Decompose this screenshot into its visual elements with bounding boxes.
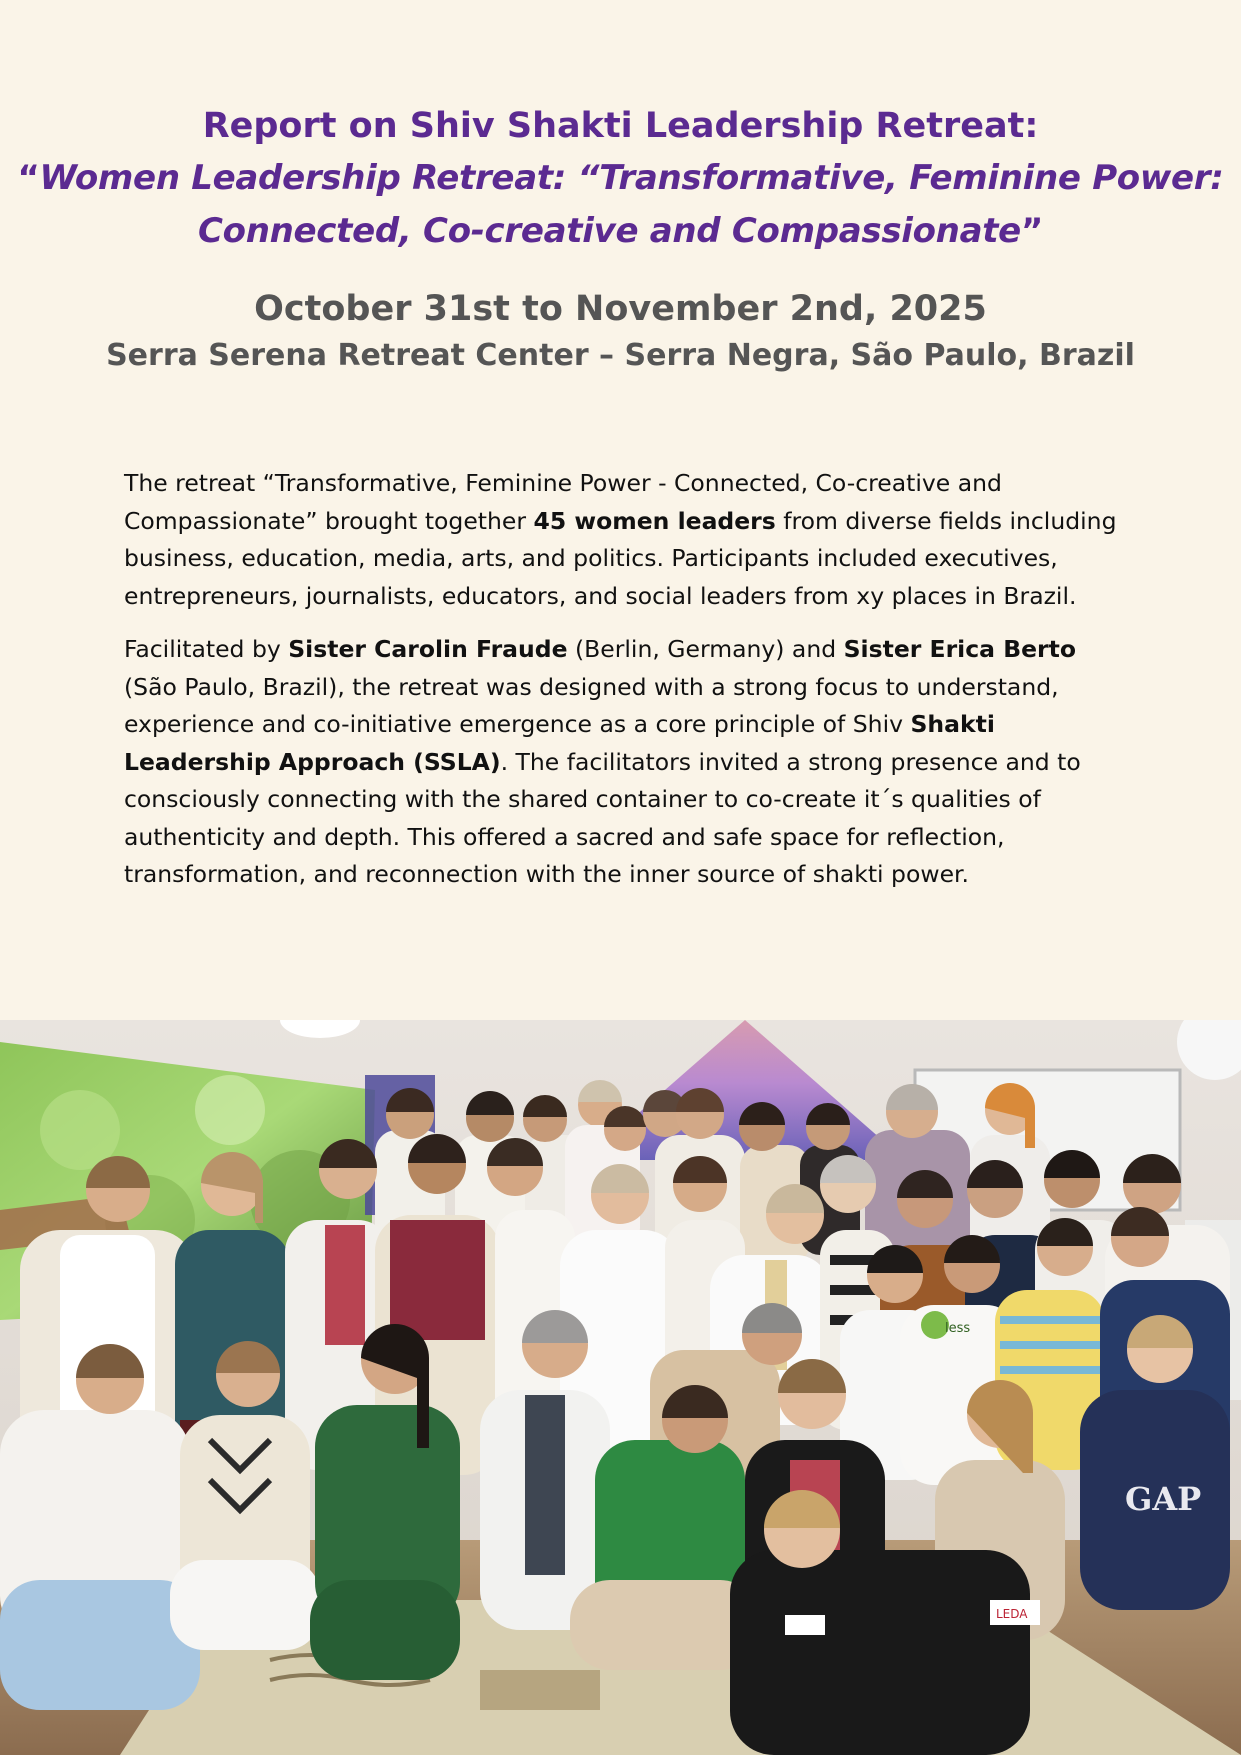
report-body bbox=[124, 465, 1124, 910]
approach-name: Shakti Leadership Approach (SSLA) bbox=[124, 710, 995, 776]
report-title: Report on Shiv Shakti Leadership Retreat: bbox=[202, 106, 1039, 146]
retreat-venue: Serra Serena Retreat Center – Serra Negra, São Paulo, Brazil bbox=[106, 338, 1135, 373]
subtitle-open-quote: “ bbox=[17, 158, 40, 198]
report-header bbox=[0, 100, 1241, 378]
retreat-subtitle-continued bbox=[0, 205, 1241, 258]
intro-text-2: from diverse fields including business, education, media, arts, and politics. Participants included executives, entrepreneurs, journalists, educators, and social leaders from xy places in Brazil. bbox=[124, 506, 1117, 610]
participant-count: 45 women leaders bbox=[533, 506, 776, 535]
subtitle-close-quote: ” bbox=[1020, 211, 1043, 251]
retreat-dates: October 31st to November 2nd, 2025 bbox=[254, 289, 987, 329]
subtitle-line-2: Connected, Co-creative and Compassionate bbox=[198, 211, 1021, 251]
facilitator-2-name: Sister Erica Berto bbox=[843, 635, 1077, 663]
facilitators-paragraph bbox=[124, 631, 1124, 894]
facilitators-text-2: (Berlin, Germany) and bbox=[567, 635, 844, 663]
subtitle-line-1: Women Leadership Retreat: “Transformative, Feminine Power: bbox=[39, 158, 1224, 198]
intro-text-1: The retreat “Transformative, Feminine Power - Connected, Co-creative and Compassionate” brought together bbox=[124, 469, 1002, 535]
intro-paragraph bbox=[124, 465, 1124, 615]
facilitators-text-1: Facilitated by bbox=[124, 635, 289, 663]
facilitators-text-3: (São Paulo, Brazil), the retreat was designed with a strong focus to understand, experience and co-initiative emergence as a core principle of Shiv bbox=[124, 672, 1059, 738]
facilitators-text-4: . The facilitators invited a strong presence and to consciously connecting with the shared container to co-create it´s qualities of authenticity and depth. This offered a sacred and safe space for reflection, transformation, and reconnection with the inner source of shakti power. bbox=[124, 747, 1081, 888]
name-tag: LEDA bbox=[996, 1607, 1028, 1621]
retreat-subtitle bbox=[0, 152, 1241, 205]
group-photo bbox=[0, 1020, 1241, 1755]
facilitator-1-name: Sister Carolin Fraude bbox=[288, 635, 568, 663]
tshirt-text: less bbox=[945, 1321, 971, 1336]
hoodie-text: GAP bbox=[1125, 1480, 1202, 1518]
